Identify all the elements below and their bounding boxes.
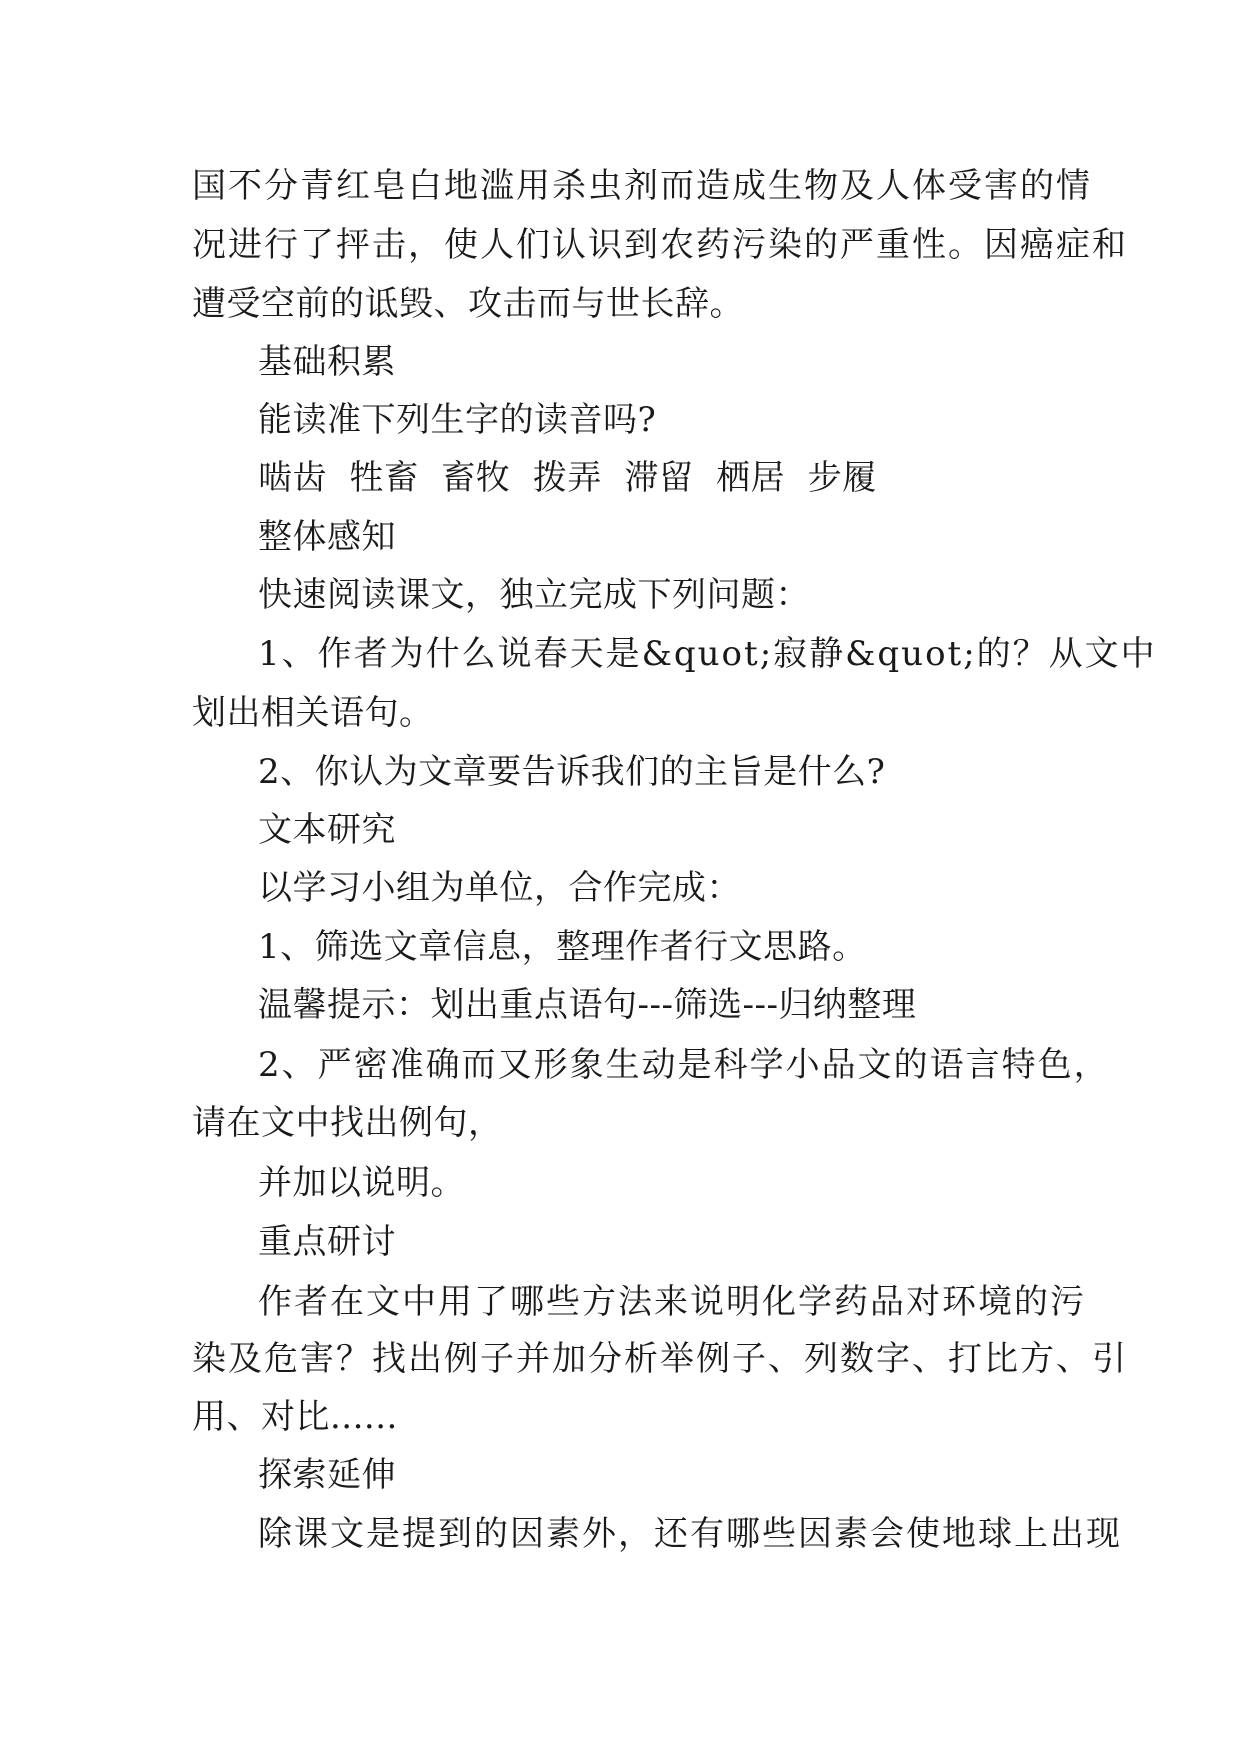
section-heading: 基础积累: [258, 342, 396, 382]
question-line: 1、作者为什么说春天是&quot;寂静&quot;的？从文中: [258, 634, 1157, 674]
section-heading: 重点研讨: [258, 1222, 396, 1262]
tip-line: 温馨提示：划出重点语句---筛选---归纳整理: [258, 985, 917, 1025]
paragraph-line: 遭受空前的诋毁、攻击而与世长辞。: [192, 284, 744, 324]
question-line: 2、严密准确而又形象生动是科学小品文的语言特色，: [258, 1045, 1110, 1085]
paragraph-line: 用、对比......: [192, 1397, 398, 1437]
vocabulary-list: 啮齿 牲畜 畜牧 拨弄 滞留 栖居 步履: [258, 458, 877, 498]
paragraph-line: 除课文是提到的因素外，还有哪些因素会使地球上出现: [258, 1514, 1122, 1554]
question-line: 2、你认为文章要告诉我们的主旨是什么?: [258, 752, 886, 792]
paragraph-line: 国不分青红皂白地滥用杀虫剂而造成生物及人体受害的情: [192, 166, 1092, 206]
paragraph-line: 况进行了抨击，使人们认识到农药污染的严重性。因癌症和: [192, 225, 1128, 265]
paragraph-line: 能读准下列生字的读音吗?: [258, 400, 657, 440]
paragraph-line: 染及危害？找出例子并加分析举例子、列数字、打比方、引: [192, 1339, 1128, 1379]
section-heading: 文本研究: [258, 810, 396, 850]
section-heading: 探索延伸: [258, 1455, 396, 1495]
question-line: 请在文中找出例句，: [192, 1103, 503, 1143]
paragraph-line: 作者在文中用了哪些方法来说明化学药品对环境的污: [258, 1282, 1086, 1322]
paragraph-line: 快速阅读课文，独立完成下列问题：: [258, 575, 810, 615]
paragraph-line: 以学习小组为单位，合作完成：: [258, 868, 741, 908]
paragraph-line: 并加以说明。: [258, 1163, 465, 1203]
section-heading: 整体感知: [258, 517, 396, 557]
question-line: 划出相关语句。: [192, 693, 434, 733]
question-line: 1、筛选文章信息，整理作者行文思路。: [258, 927, 867, 967]
